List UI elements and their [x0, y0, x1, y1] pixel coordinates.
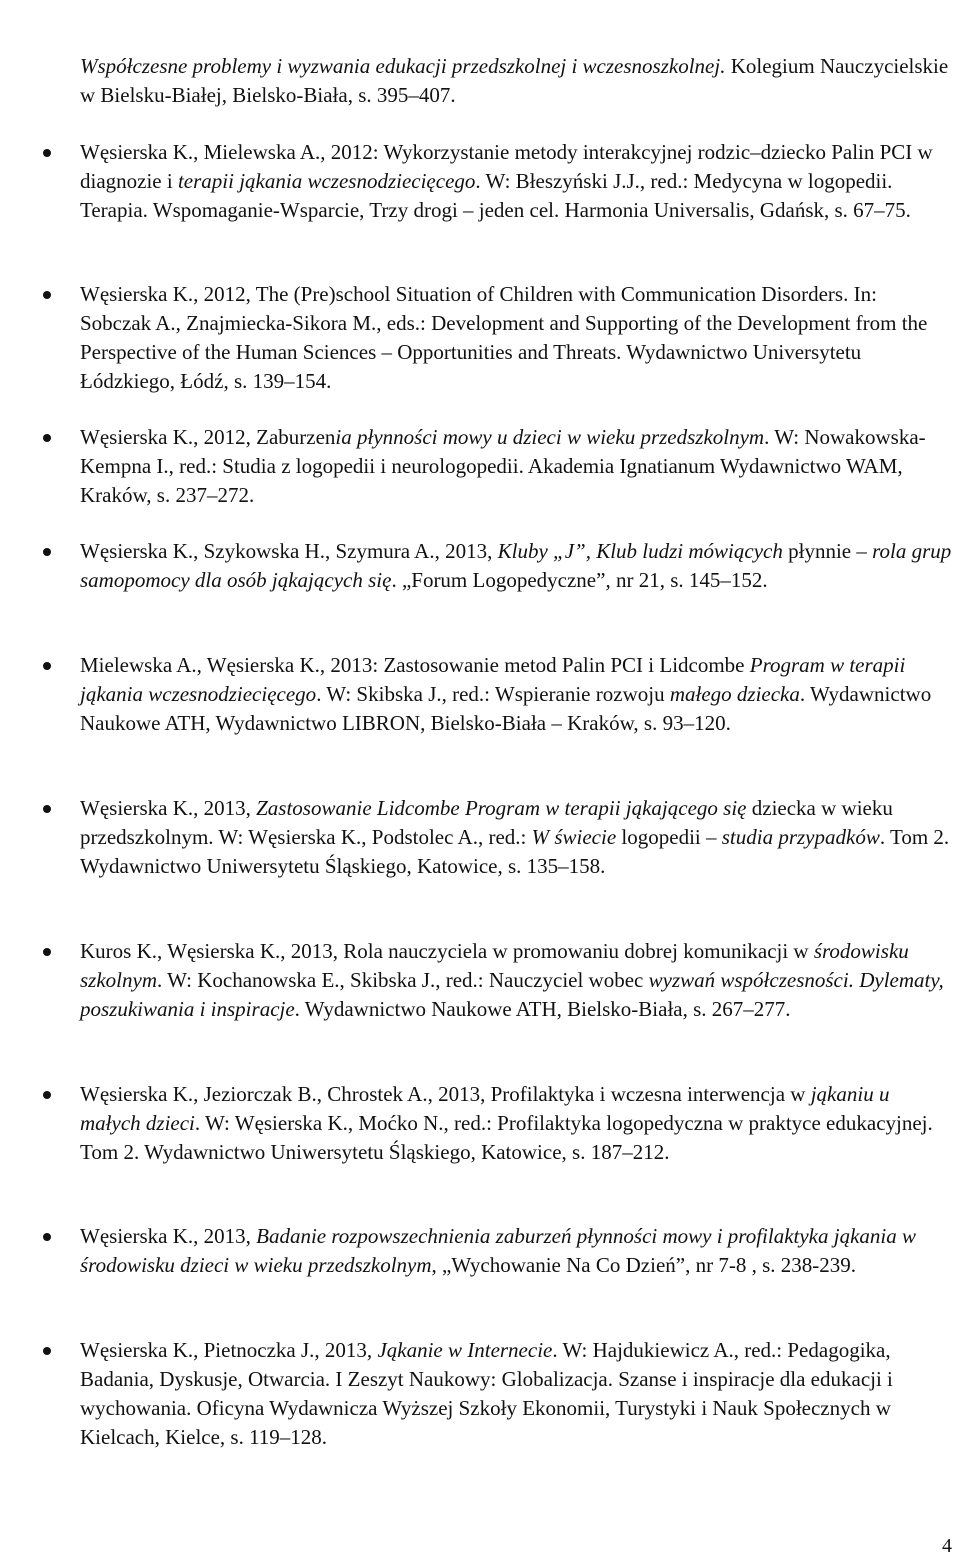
bullet-icon — [43, 662, 51, 670]
bullet-icon — [43, 149, 51, 157]
reference-segment: . Tom 2. Wydawnictwo Uniwersytetu Śląskiego, Katowice, s. 135–158. — [80, 825, 950, 878]
reference-segment: . W: Skibska J., red.: Wspieranie rozwoju — [316, 682, 670, 706]
reference-segment: studia przypadków — [721, 825, 880, 849]
reference-segment: Węsierska K., 2013, — [80, 796, 257, 820]
reference-segment: . W: Kochanowska E., Skibska J., red.: Nauczyciel wobec — [157, 968, 649, 992]
reference-entry — [80, 537, 952, 595]
reference-segment: płynnie – — [782, 539, 873, 563]
reference-entry — [80, 1336, 952, 1452]
reference-segment: W świecie — [531, 825, 617, 849]
reference-segment: Badanie rozpowszechnienia zaburzeń płynności mowy i profilaktyka jąkania w środowisku dzieci w wieku przedszkolnym — [80, 1224, 916, 1277]
reference-text — [80, 1080, 952, 1167]
bullet-icon — [43, 291, 51, 299]
page-number: 4 — [942, 1535, 952, 1557]
reference-segment: Współczesne problemy i wyzwania edukacji przedszkolnej i wczesnoszkolnej. — [80, 54, 726, 78]
reference-text — [80, 651, 952, 738]
reference-text — [80, 1336, 952, 1452]
reference-entry — [80, 280, 952, 396]
reference-segment: Mielewska A., Węsierska K., 2013: Zastosowanie metod Palin PCI i Lidcombe — [80, 653, 750, 677]
reference-entry — [80, 423, 952, 510]
reference-entry — [80, 1222, 952, 1280]
reference-segment: środowisku szkolnym — [80, 939, 909, 992]
reference-segment: Zastosowanie Lidcombe Program w terapii jąkającego się — [256, 796, 747, 820]
reference-segment: Węsierska K., 2013, — [80, 1224, 257, 1248]
reference-segment: dziecka w wieku przedszkolnym. W: Węsierska K., Podstolec A., red.: — [80, 796, 893, 849]
bullet-icon — [43, 1347, 51, 1355]
reference-entry — [80, 1080, 952, 1167]
bullet-icon — [43, 1091, 51, 1099]
reference-segment: . Wydawnictwo Naukowe ATH, Wydawnictwo LIBRON, Bielsko-Biała – Kraków, s. 93–120. — [80, 682, 932, 735]
reference-text — [80, 937, 952, 1024]
reference-segment: . W: Hajdukiewicz A., red.: Pedagogika, Badania, Dyskusje, Otwarcia. I Zeszyt Naukowy: Globalizacja. Szanse i inspiracje dla edukacji i wychowania. Oficyna Wydawnicza Wyższej Szkoły Ekonomii, Turystyki i Nauk Społecznych w Kielcach, Kielce, s. 119–128. — [80, 1338, 893, 1449]
reference-segment: terapii jąkania wczesnodziecięcego — [177, 169, 476, 193]
reference-segment: małego dziecka — [669, 682, 800, 706]
reference-segment: , „Wychowanie Na Co Dzień”, nr 7-8 , s. 238-239. — [431, 1253, 856, 1277]
reference-text — [80, 794, 952, 881]
reference-text — [80, 138, 952, 225]
reference-segment: . W: Węsierska K., Moćko N., red.: Profilaktyka logopedyczna w praktyce edukacyjnej. Tom 2. Wydawnictwo Uniwersytetu Śląskiego, Katowice, s. 187–212. — [80, 1111, 933, 1164]
reference-segment: Kluby „J”, Klub ludzi mówiących — [497, 539, 783, 563]
reference-text — [80, 280, 952, 396]
reference-text — [80, 423, 952, 510]
reference-segment: Węsierska K., 2012, Zaburzen — [80, 425, 336, 449]
reference-segment: . W: Nowakowska-Kempna I., red.: Studia z logopedii i neurologopedii. Akademia Ignatianum Wydawnictwo WAM, Kraków, s. 237–272. — [80, 425, 926, 507]
bullet-icon — [43, 805, 51, 813]
reference-segment: Kolegium Nauczycielskie w Bielsku-Białej, Bielsko-Biała, s. 395–407. — [80, 54, 949, 107]
reference-segment: Węsierska K., Szykowska H., Szymura A., 2013, — [80, 539, 498, 563]
reference-segment: rola grup samopomocy dla osób jąkających się — [80, 539, 952, 592]
reference-entry — [80, 937, 952, 1024]
reference-segment: logopedii – — [616, 825, 722, 849]
reference-segment: ia płynności mowy u dzieci w wieku przedszkolnym — [335, 425, 765, 449]
reference-segment: Węsierska K., 2012, The (Pre)school Situation of Children with Communication Disorders. In: Sobczak A., Znajmiecka-Sikora M., eds.: Development and Supporting of the Development from the Perspective of the Human Sciences – Opportunities and Threats. Wydawnictwo Universytetu Łódzkiego, Łódź, s. 139–154. — [80, 282, 928, 393]
reference-segment: Węsierska K., Jeziorczak B., Chrostek A., 2013, Profilaktyka i wczesna interwencja w — [80, 1082, 811, 1106]
reference-entry — [80, 651, 952, 738]
reference-text — [80, 1222, 952, 1280]
reference-segment: Węsierska K., Pietnoczka J., 2013, — [80, 1338, 378, 1362]
bullet-icon — [43, 548, 51, 556]
bullet-icon — [43, 434, 51, 442]
bullet-icon — [43, 948, 51, 956]
reference-segment: Jąkanie w Internecie — [377, 1338, 553, 1362]
reference-text — [80, 537, 952, 595]
reference-entry — [80, 138, 952, 225]
reference-text — [80, 52, 952, 110]
reference-segment: . Wydawnictwo Naukowe ATH, Bielsko-Biała, s. 267–277. — [294, 997, 791, 1021]
reference-segment: Program w terapii jąkania wczesnodziecięcego — [80, 653, 906, 706]
reference-continuation — [80, 52, 952, 110]
reference-segment: wyzwań współczesności. Dylematy, poszukiwania i inspiracje — [80, 968, 944, 1021]
reference-segment: Kuros K., Węsierska K., 2013, Rola nauczyciela w promowaniu dobrej komunikacji w — [80, 939, 814, 963]
reference-segment: . „Forum Logopedyczne”, nr 21, s. 145–152. — [391, 568, 768, 592]
bullet-icon — [43, 1233, 51, 1241]
reference-entry — [80, 794, 952, 881]
reference-segment: jąkaniu u małych dzieci — [80, 1082, 890, 1135]
reference-segment: . W: Błeszyński J.J., red.: Medycyna w logopedii. Terapia. Wspomaganie-Wsparcie, Trzy drogi – jeden cel. Harmonia Universalis, Gdańsk, s. 67–75. — [80, 169, 911, 222]
reference-segment: Węsierska K., Mielewska A., 2012: Wykorzystanie metody interakcyjnej rodzic–dziecko Palin PCI w diagnozie i — [80, 140, 933, 193]
